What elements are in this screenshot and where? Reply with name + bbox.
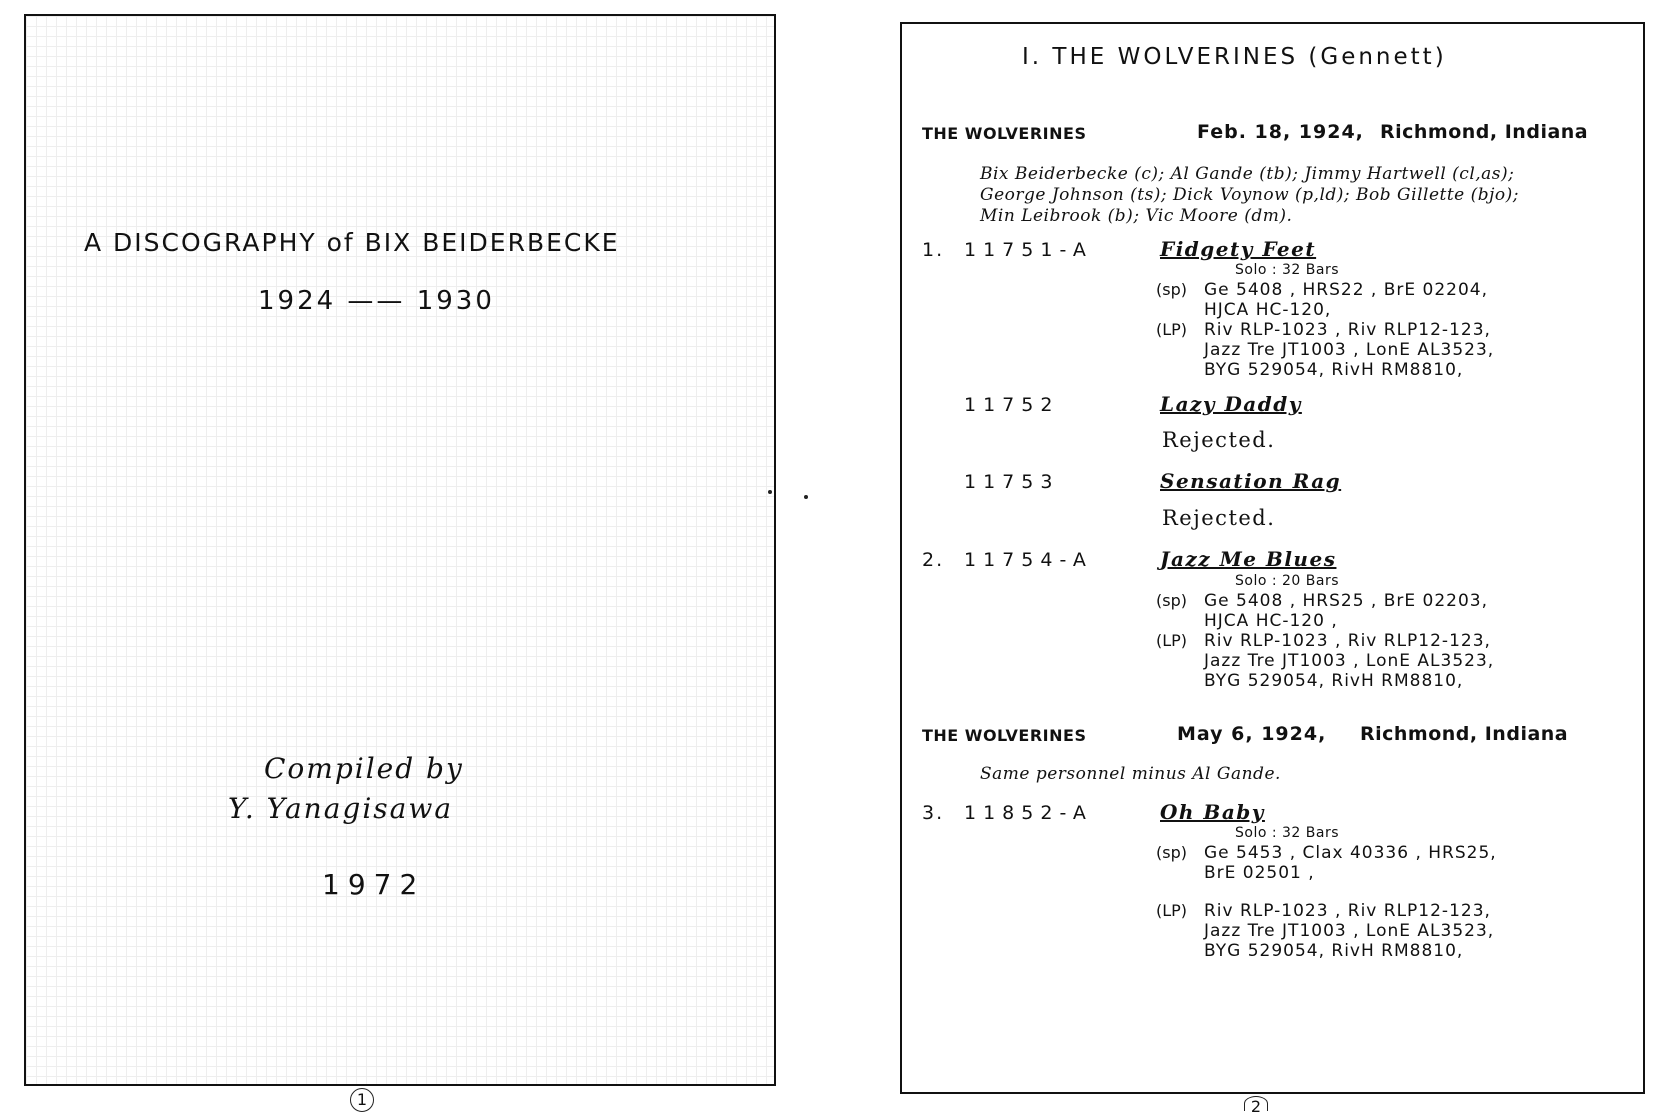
- issue-line: Ge 5408 , HRS22 , BrE 02204,: [1204, 280, 1489, 300]
- issue-line: BYG 529054, RivH RM8810,: [1204, 671, 1464, 691]
- compiler-name: Y. Yanagisawa: [228, 792, 454, 825]
- track-title: Oh Baby: [1160, 800, 1265, 824]
- session-band: THE WOLVERINES: [922, 124, 1087, 143]
- issue-line: BYG 529054, RivH RM8810,: [1204, 360, 1464, 380]
- issue-line: BYG 529054, RivH RM8810,: [1204, 941, 1464, 961]
- publication-year: 1972: [322, 868, 426, 901]
- year-range: 1924 —— 1930: [258, 286, 495, 316]
- format-label: (LP): [1156, 631, 1188, 650]
- discography-page: [900, 22, 1645, 1094]
- rejected-note: Rejected.: [1162, 428, 1276, 452]
- issue-line: BrE 02501 ,: [1204, 863, 1315, 883]
- personnel-line: George Johnson (ts); Dick Voynow (p,ld); Bob Gillette (bjo);: [980, 185, 1520, 205]
- session-place: Richmond, Indiana: [1380, 121, 1589, 143]
- track-number: 2.: [922, 549, 945, 571]
- issue-line: Riv RLP-1023 , Riv RLP12-123,: [1204, 631, 1491, 651]
- left-page-number: 1: [350, 1088, 374, 1112]
- matrix-number: 11751-A: [964, 239, 1093, 261]
- issue-line: Riv RLP-1023 , Riv RLP12-123,: [1204, 901, 1491, 921]
- matrix-number: 11852-A: [964, 802, 1093, 824]
- personnel-line: Bix Beiderbecke (c); Al Gande (tb); Jimmy Hartwell (cl,as);: [980, 164, 1515, 184]
- issue-line: Ge 5453 , Clax 40336 , HRS25,: [1204, 843, 1497, 863]
- rejected-note: Rejected.: [1162, 506, 1276, 530]
- personnel-line: Same personnel minus Al Gande.: [980, 764, 1281, 784]
- compiled-by-label: Compiled by: [264, 752, 464, 785]
- scan-speck: [804, 495, 808, 499]
- solo-note: Solo : 32 Bars: [1235, 262, 1340, 278]
- track-title: Jazz Me Blues: [1160, 547, 1337, 571]
- track-title: Fidgety Feet: [1160, 237, 1317, 261]
- session-place: Richmond, Indiana: [1360, 723, 1569, 745]
- issue-line: HJCA HC-120,: [1204, 300, 1332, 320]
- discography-title: A DISCOGRAPHY of BIX BEIDERBECKE: [84, 228, 620, 257]
- scan-speck: [768, 490, 772, 494]
- solo-note: Solo : 20 Bars: [1235, 573, 1340, 589]
- issue-line: Ge 5408 , HRS25 , BrE 02203,: [1204, 591, 1489, 611]
- session-date: May 6, 1924,: [1177, 723, 1327, 745]
- right-page-number: 2: [1244, 1096, 1268, 1111]
- format-label: (LP): [1156, 320, 1188, 339]
- issue-line: Jazz Tre JT1003 , LonE AL3523,: [1204, 340, 1495, 360]
- format-label: (sp): [1156, 843, 1187, 862]
- session-band: THE WOLVERINES: [922, 726, 1087, 745]
- personnel-line: Min Leibrook (b); Vic Moore (dm).: [980, 206, 1293, 226]
- matrix-number: 11753: [964, 471, 1060, 493]
- issue-line: Riv RLP-1023 , Riv RLP12-123,: [1204, 320, 1491, 340]
- issue-line: HJCA HC-120 ,: [1204, 611, 1338, 631]
- format-label: (sp): [1156, 591, 1187, 610]
- matrix-number: 11754-A: [964, 549, 1093, 571]
- section-header: I. THE WOLVERINES (Gennett): [1022, 44, 1447, 70]
- solo-note: Solo : 32 Bars: [1235, 825, 1340, 841]
- session-date: Feb. 18, 1924,: [1197, 121, 1364, 143]
- track-title: Lazy Daddy: [1160, 392, 1302, 416]
- track-title: Sensation Rag: [1160, 469, 1342, 493]
- format-label: (LP): [1156, 901, 1188, 920]
- track-number: 1.: [922, 239, 945, 261]
- track-number: 3.: [922, 802, 945, 824]
- matrix-number: 11752: [964, 394, 1060, 416]
- title-page: [24, 14, 776, 1086]
- issue-line: Jazz Tre JT1003 , LonE AL3523,: [1204, 921, 1495, 941]
- format-label: (sp): [1156, 280, 1187, 299]
- issue-line: Jazz Tre JT1003 , LonE AL3523,: [1204, 651, 1495, 671]
